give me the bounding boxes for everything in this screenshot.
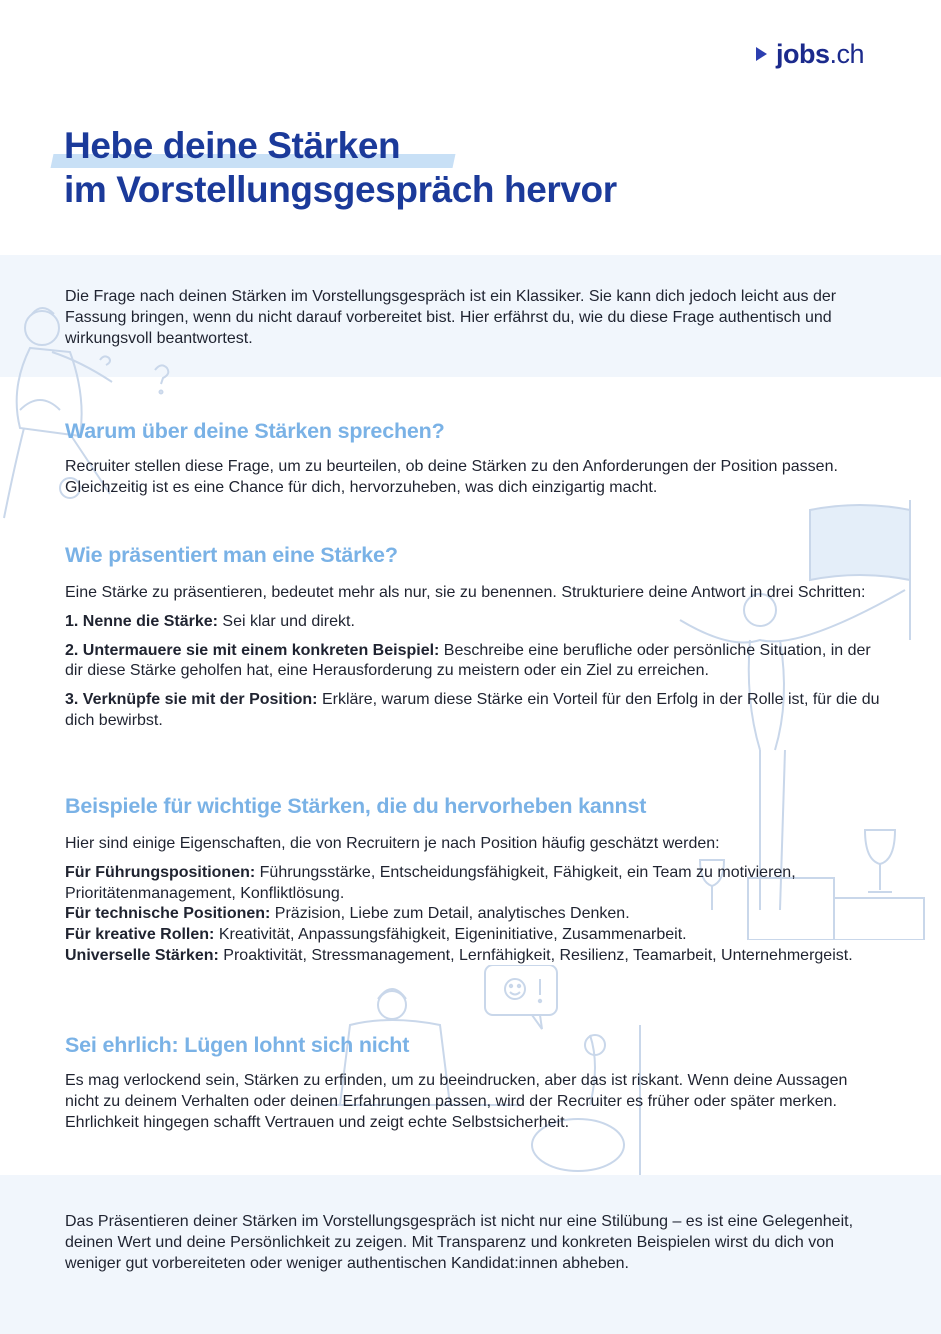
step-item bbox=[65, 690, 880, 732]
outro-paragraph-block bbox=[65, 1212, 880, 1274]
section-honest-text: Es mag verlockend sein, Stärken zu erfinden, um zu beeindrucken, aber das ist riskant. Wenn deine Aussagen nicht zu deinem Verhalten oder deinen Erfahrungen passen, wird der Recruiter es früher oder später merken. Ehrlichkeit hingegen schafft Vertrauen und zeigt echte Selbstsicherheit. bbox=[65, 1072, 848, 1131]
step-item bbox=[65, 612, 880, 633]
section-why-text: Recruiter stellen diese Frage, um zu beurteilen, ob deine Stärken zu den Anforderungen der Position passen. Gleichzeitig ist es eine Chance für dich, hervorzuheben, was dich einzigartig macht. bbox=[65, 458, 838, 496]
section-examples bbox=[65, 792, 880, 967]
step-text: Erkläre, warum diese Stärke ein Vorteil für den Erfolg in der Rolle ist, für die du dich bewirbst. bbox=[65, 691, 880, 729]
intro-paragraph-block bbox=[65, 287, 880, 349]
section-honest-heading: Sei ehrlich: Lügen lohnt sich nicht bbox=[65, 1033, 410, 1057]
section-why-heading: Warum über deine Stärken sprechen? bbox=[65, 419, 445, 443]
jobs-ch-logo[interactable] bbox=[756, 38, 864, 70]
step-label: 3. Verknüpfe sie mit der Position: bbox=[65, 691, 318, 709]
title-block bbox=[64, 124, 617, 212]
title-line-2: im Vorstellungsgespräch hervor bbox=[64, 169, 617, 210]
strength-item bbox=[65, 925, 880, 946]
intro-text: Die Frage nach deinen Stärken im Vorstellungsgespräch ist ein Klassiker. Sie kann dich jedoch leicht aus der Fassung bringen, wenn du nicht darauf vorbereitet bist. Hier erfährst du, wie du diese Frage authentisch und wirkungsvoll beantwortest. bbox=[65, 288, 837, 347]
step-label: 1. Nenne die Stärke: bbox=[65, 612, 218, 630]
page-title bbox=[64, 124, 617, 212]
section-examples-heading: Beispiele für wichtige Stärken, die du hervorheben kannst bbox=[65, 794, 647, 818]
section-honest bbox=[65, 1031, 880, 1133]
strength-label: Für Führungspositionen: bbox=[65, 863, 256, 881]
step-label: 2. Untermauere sie mit einem konkreten Beispiel: bbox=[65, 641, 440, 659]
strength-text: Proaktivität, Stressmanagement, Lernfähigkeit, Resilienz, Teamarbeit, Unternehmergeist. bbox=[218, 946, 853, 964]
strength-label: Universelle Stärken: bbox=[65, 946, 219, 964]
section-examples-lead: Hier sind einige Eigenschaften, die von Recruitern je nach Position häufig geschätzt werden: bbox=[65, 835, 720, 852]
play-arrow-icon bbox=[756, 47, 767, 61]
section-how bbox=[65, 541, 880, 740]
section-why bbox=[65, 417, 880, 499]
section-how-text: Eine Stärke zu präsentieren, bedeutet mehr als nur, sie zu benennen. Strukturiere deine Antwort in drei Schritten: bbox=[65, 584, 866, 601]
step-item bbox=[65, 641, 880, 683]
strength-item bbox=[65, 904, 880, 925]
strength-item bbox=[65, 946, 880, 967]
outro-text: Das Präsentieren deiner Stärken im Vorstellungsgespräch ist nicht nur eine Stilübung – es ist eine Gelegenheit, deinen Wert und deine Persönlichkeit zu zeigen. Mit Transparenz und konkreten Beispielen wirst du dich von weniger gut vorbereiteten oder weniger authentischen Kandidat:innen abheben. bbox=[65, 1213, 854, 1272]
section-how-heading: Wie präsentiert man eine Stärke? bbox=[65, 543, 398, 567]
title-line-1: Hebe deine Stärken bbox=[64, 125, 401, 166]
strength-text: Kreativität, Anpassungsfähigkeit, Eigeninitiative, Zusammenarbeit. bbox=[214, 926, 687, 944]
step-text: Sei klar und direkt. bbox=[217, 612, 355, 630]
strength-label: Für technische Positionen: bbox=[65, 905, 271, 923]
strength-label: Für kreative Rollen: bbox=[65, 926, 215, 944]
steps-list bbox=[65, 612, 880, 732]
step-text: Beschreibe eine berufliche oder persönliche Situation, in der dir diese Stärke geholfen hat, eine Herausforderung zu meistern oder ein Ziel zu erreichen. bbox=[65, 641, 871, 680]
strength-text: Führungsstärke, Entscheidungsfähigkeit, Fähigkeit, ein Team zu motivieren, Prioritätenmanagement, Konfliktlösung. bbox=[65, 863, 796, 902]
logo-text: jobs.ch bbox=[776, 38, 865, 69]
strength-item bbox=[65, 863, 880, 905]
strength-text: Präzision, Liebe zum Detail, analytisches Denken. bbox=[270, 905, 630, 923]
